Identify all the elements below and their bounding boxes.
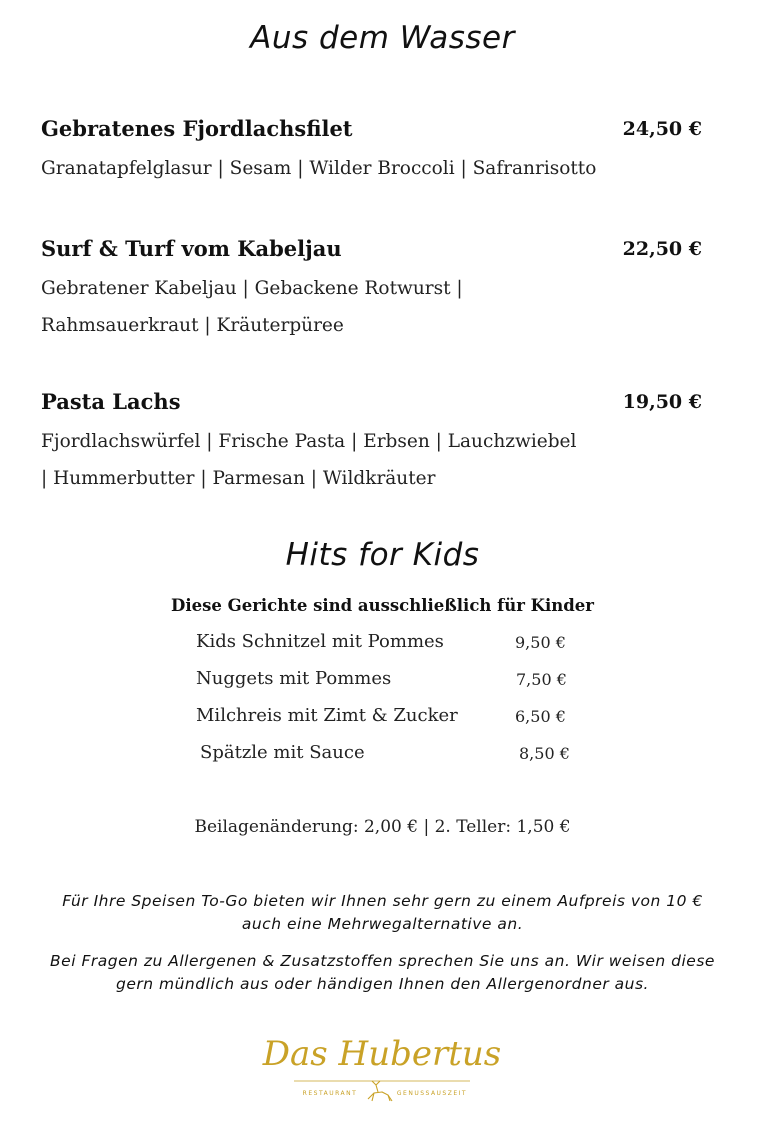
kids-item-name: Milchreis mit Zimt & Zucker bbox=[196, 705, 458, 726]
logo-right-text: GENUSSAUSZEIT bbox=[396, 1090, 468, 1097]
dish-desc-fjordlachsfilet: Granatapfelglasur | Sesam | Wilder Broccoli | Safranrisotto bbox=[41, 158, 597, 179]
section-title-kids: Hits for Kids bbox=[285, 537, 480, 573]
info-allergens: Bei Fragen zu Allergenen & Zusatzstoffen sprechen Sie uns an. Wir weisen diese gern mündlich aus oder händigen Ihnen den Allergenordner aus. bbox=[50, 952, 715, 993]
kids-extras: Beilagenänderung: 2,00 € | 2. Teller: 1,50 € bbox=[194, 817, 571, 837]
kids-item-name: Nuggets mit Pommes bbox=[196, 668, 392, 689]
section-title-water: Aus dem Wasser bbox=[250, 20, 515, 56]
kids-item-name: Spätzle mit Sauce bbox=[200, 742, 365, 763]
dish-desc-surf-turf: Gebratener Kabeljau | Gebackene Rotwurst | Rahmsauerkraut | Kräuterpüree bbox=[41, 278, 463, 336]
kids-item-price: 7,50 € bbox=[516, 670, 567, 689]
dish-name-surf-turf: Surf & Turf vom Kabeljau bbox=[41, 236, 342, 261]
dish-price-surf-turf: 22,50 € bbox=[622, 238, 702, 260]
dish-price-pasta-lachs: 19,50 € bbox=[622, 391, 702, 413]
kids-item-price: 6,50 € bbox=[515, 707, 566, 726]
dish-name-pasta-lachs: Pasta Lachs bbox=[41, 389, 181, 414]
deer-icon bbox=[368, 1081, 392, 1101]
kids-item-price: 8,50 € bbox=[519, 744, 570, 763]
logo-graphic bbox=[262, 1015, 502, 1110]
logo-script-text: Das Hubertus bbox=[262, 1034, 502, 1074]
dish-name-fjordlachsfilet: Gebratenes Fjordlachsfilet bbox=[41, 116, 353, 141]
info-togo: Für Ihre Speisen To-Go bieten wir Ihnen sehr gern zu einem Aufpreis von 10 € auch eine Mehrwegalternative an. bbox=[62, 892, 703, 933]
logo-left-text: RESTAURANT bbox=[302, 1090, 358, 1097]
kids-item-name: Kids Schnitzel mit Pommes bbox=[196, 631, 444, 652]
restaurant-logo bbox=[262, 1015, 502, 1110]
kids-note: Diese Gerichte sind ausschließlich für Kinder bbox=[171, 596, 594, 615]
dish-desc-pasta-lachs: Fjordlachswürfel | Frische Pasta | Erbsen | Lauchzwiebel | Hummerbutter | Parmesan | Wildkräuter bbox=[41, 431, 577, 489]
dish-price-fjordlachsfilet: 24,50 € bbox=[622, 118, 702, 140]
kids-item-price: 9,50 € bbox=[515, 633, 566, 652]
